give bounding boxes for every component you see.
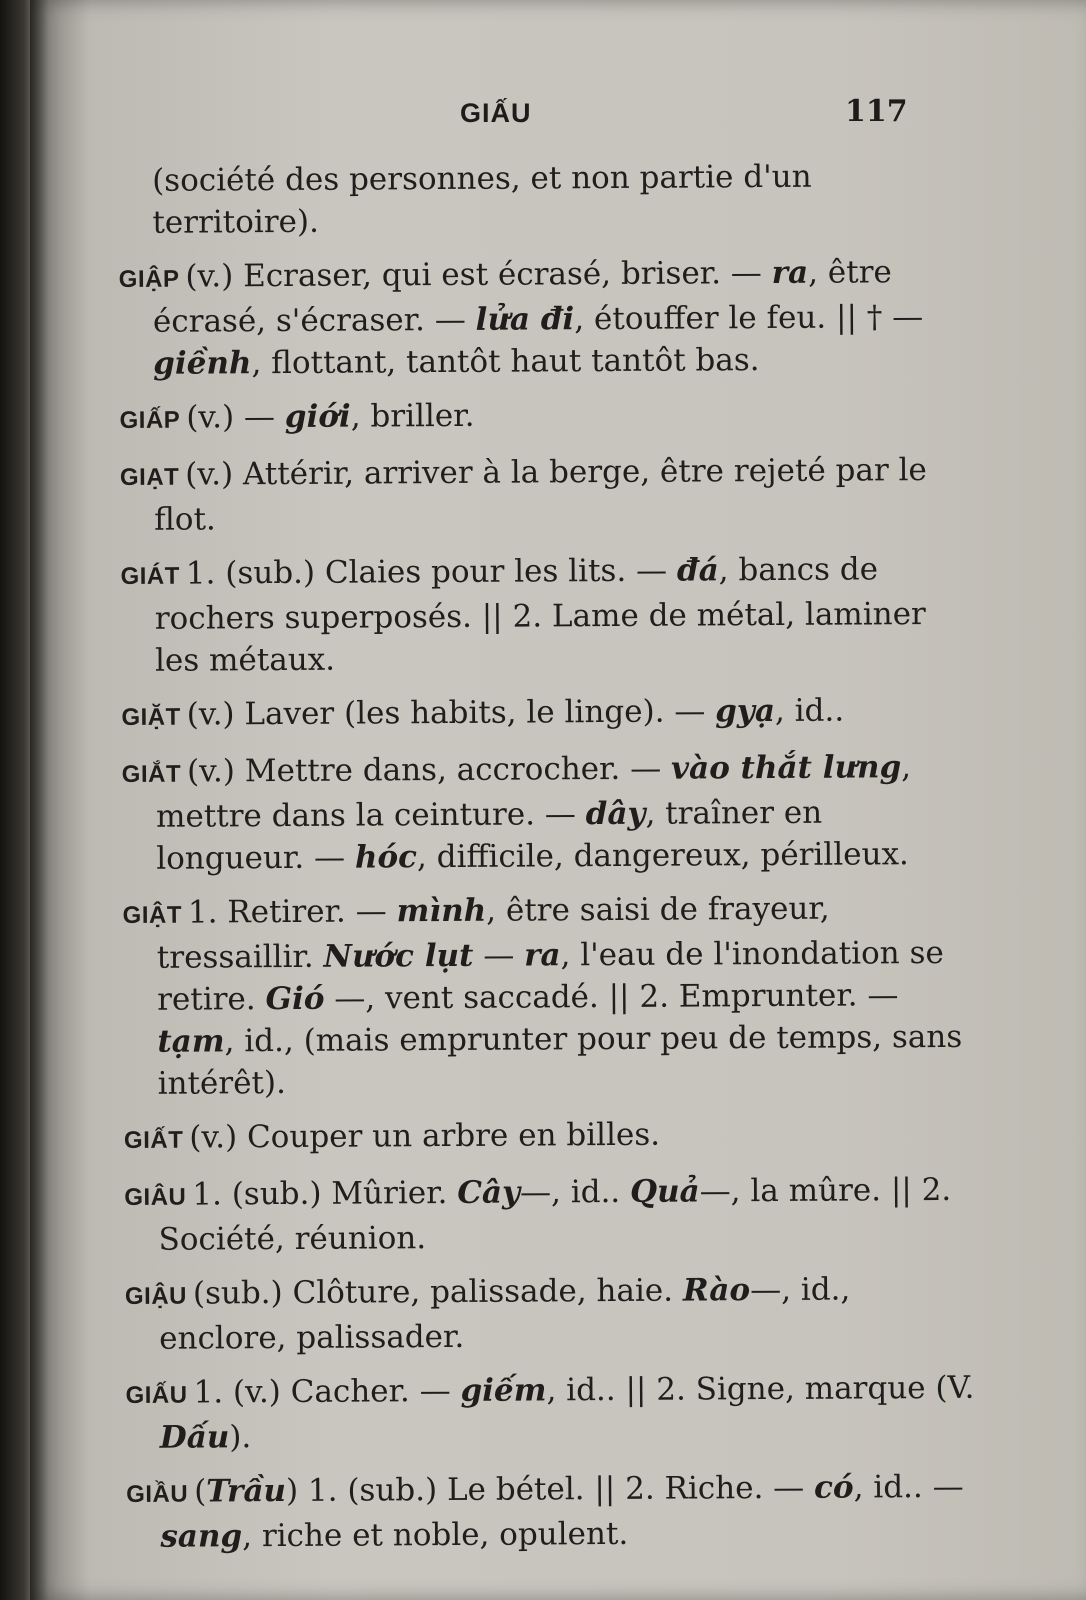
example-term: dây <box>585 795 646 833</box>
entry-giau-4 <box>126 1466 977 1558</box>
continuation-text: (société des personnes, et non partie d'un territoire). <box>152 158 812 241</box>
headword: GIẤU <box>125 1381 188 1409</box>
example-term: Trầu <box>206 1472 287 1510</box>
headword: GIẤT <box>123 1126 184 1154</box>
definition-text: , id.. — <box>853 1468 964 1506</box>
definition-text: —, id., enclore, palissader. <box>159 1271 851 1357</box>
example-term: lửa đi <box>475 301 575 338</box>
definition-text: ) 1. (sub.) Le bétel. || 2. Riche. — <box>285 1469 815 1509</box>
definition-text: , l'eau de l'inondation se retire. <box>157 934 944 1018</box>
definition-text: (sub.) Clôture, palissade, haie. <box>192 1272 684 1312</box>
entry-giat-4 <box>122 746 973 880</box>
example-term: Quả <box>629 1173 700 1210</box>
entry-giau-2 <box>125 1268 976 1360</box>
definition-text: 1. (v.) Cacher. — <box>193 1372 461 1411</box>
example-term: ra <box>524 937 561 974</box>
definition-text: , mettre dans la ceinture. — <box>155 749 912 835</box>
example-term: Rào <box>682 1272 751 1309</box>
definition-text: , id.. || 2. Signe, marque (V. <box>546 1369 975 1409</box>
definition-text: ( <box>194 1473 207 1510</box>
definition-text: ). <box>229 1419 252 1456</box>
example-term: tạm <box>157 1023 225 1060</box>
definition-text: — <box>473 937 525 974</box>
definition-text: , id.. <box>774 692 845 729</box>
definition-text: , traîner en longueur. — <box>156 794 823 877</box>
example-term: giới <box>284 398 351 435</box>
definition-text: , difficile, dangereux, périlleux. <box>416 836 909 876</box>
headword: GIẤP <box>119 406 181 434</box>
book-gutter <box>0 0 34 1600</box>
entry-giap-1 <box>119 251 970 385</box>
entry-giat-6 <box>124 1112 974 1162</box>
dictionary-body <box>118 155 977 1570</box>
definition-text: , briller. <box>350 397 475 435</box>
example-term: ra <box>771 254 809 292</box>
definition-text: , flottant, tantôt haut tantôt bas. <box>251 342 760 382</box>
definition-text: 1. Retirer. — <box>187 893 397 931</box>
headword: GIẮT <box>121 760 182 788</box>
example-term: Nước lụt <box>323 937 474 975</box>
example-term: đá <box>676 552 719 589</box>
headword: GIẠT <box>119 463 180 491</box>
definition-text: (v.) Mettre dans, accrocher. — <box>186 750 672 790</box>
dictionary-page <box>30 0 1086 1600</box>
entry-giau-1 <box>124 1169 975 1261</box>
headword: GIẬU <box>124 1282 188 1310</box>
definition-text: , riche et noble, opulent. <box>242 1515 629 1555</box>
headword: GIẬP <box>118 265 180 293</box>
headword: GIÁT <box>120 562 180 590</box>
example-term: Cây <box>457 1174 521 1211</box>
running-head: GIẤU <box>460 98 532 128</box>
definition-text: (v.) Ecraser, qui est écrasé, briser. — <box>185 255 772 295</box>
definition-text: , id., (mais emprunter pour peu de temps, sans intérêt). <box>157 1018 963 1102</box>
definition-text: , étouffer le feu. || † — <box>574 299 924 338</box>
definition-text: —, vent saccadé. || 2. Emprunter. — <box>324 977 899 1017</box>
headword: GIẬT <box>122 901 183 929</box>
example-term: có <box>813 1469 854 1506</box>
example-term: Gió <box>265 980 325 1018</box>
headword: GIẦU <box>126 1480 189 1508</box>
definition-text: , être écrasé, s'écraser. — <box>152 254 892 340</box>
headword: GIẶT <box>121 703 181 731</box>
definition-text: 1. (sub.) Claies pour les lits. — <box>185 552 678 592</box>
entry-giau-3 <box>125 1367 976 1459</box>
page-header <box>30 88 1086 138</box>
example-term: gyạ <box>715 692 776 730</box>
entry-giap-2 <box>119 392 969 442</box>
example-term: vào thắt lưng <box>670 749 902 787</box>
example-term: giếm <box>460 1372 547 1409</box>
entry-giat-5 <box>122 887 973 1105</box>
definition-text: (v.) Laver (les habits, le linge). — <box>186 693 716 733</box>
headword: GIÂU <box>124 1183 187 1211</box>
example-term: mình <box>396 892 487 930</box>
definition-text: (v.) — <box>186 398 285 436</box>
definition-text: (v.) Couper un arbre en billes. <box>189 1116 661 1156</box>
definition-text: , bancs de rochers superposés. || 2. Lame de métal, laminer les métaux. <box>154 551 926 679</box>
definition-text: , être saisi de frayeur, tressaillir. <box>156 890 830 976</box>
entry-giat-1 <box>120 449 971 541</box>
entry-giat-2 <box>120 548 971 682</box>
definition-text: —, id.. <box>519 1173 631 1211</box>
example-term: sang <box>160 1518 243 1555</box>
definition-text: 1. (sub.) Mûrier. <box>192 1174 458 1213</box>
definition-text: (v.) Attérir, arriver à la berge, être rejeté par le flot. <box>154 452 927 538</box>
page-number: 117 <box>845 94 908 129</box>
example-term: giềnh <box>153 345 252 382</box>
example-term: Dấu <box>159 1419 230 1456</box>
definition-text: —, la mûre. || 2. Société, réunion. <box>158 1171 952 1258</box>
example-term: hóc <box>354 839 418 876</box>
entry-giat-3 <box>121 689 971 739</box>
